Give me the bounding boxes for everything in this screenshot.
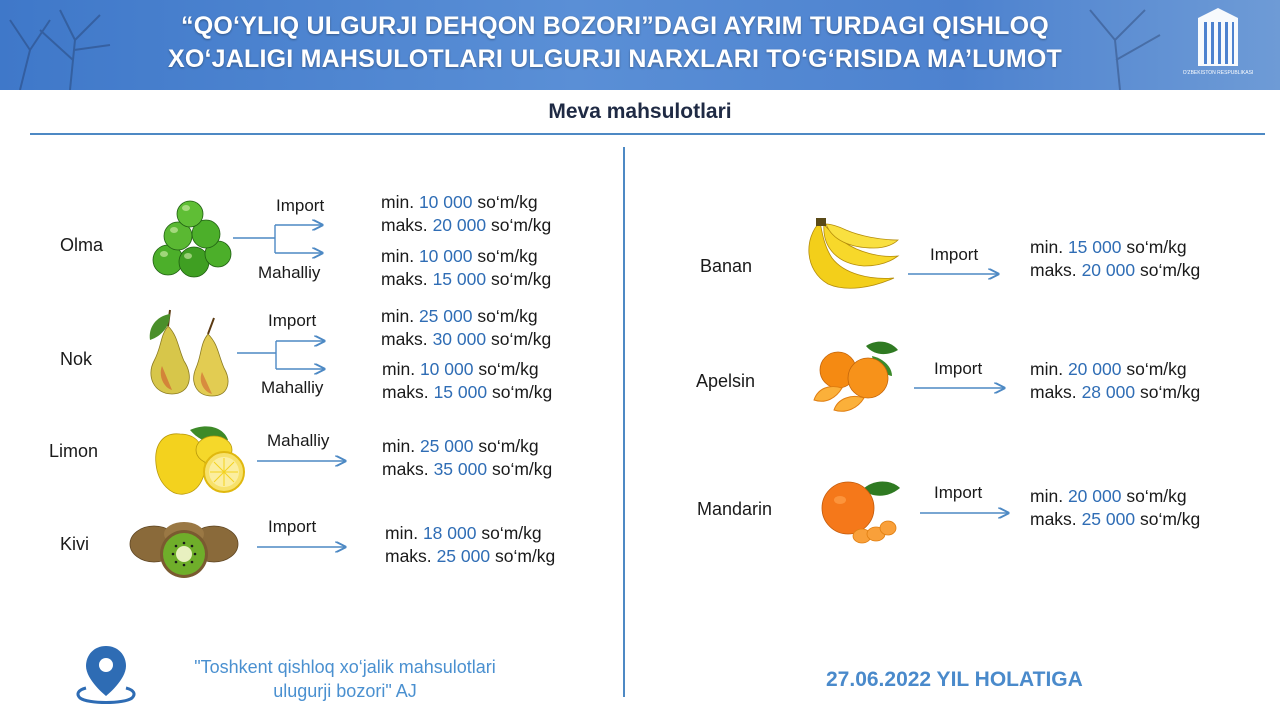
title-line-1: “QO‘YLIQ ULGURJI DEHQON BOZORI”DAGI AYRIM TURDAGI QISHLOQ (181, 12, 1049, 40)
orange-icon (808, 336, 902, 416)
fruit-name-limon: Limon (49, 441, 99, 461)
date-label: 27.06.2022 YIL HOLATIGA (826, 668, 1083, 691)
pear-icon (140, 306, 240, 400)
arrow-kivi (255, 541, 355, 553)
kiwi-icon (128, 516, 240, 582)
source-line-2: ulugurji bozori" AJ (273, 681, 417, 701)
horizontal-divider (30, 133, 1265, 135)
section-title: Meva mahsulotlari (548, 100, 732, 123)
fruit-name-nok: Nok (60, 349, 93, 369)
price-nok-import: min. 25 000 so‘m/kg maks. 30 000 so‘m/kg (381, 306, 552, 349)
price-limon-local: min. 25 000 so‘m/kg maks. 35 000 so‘m/kg (382, 436, 553, 479)
label-import: Import (268, 517, 317, 536)
mandarin-icon (812, 476, 908, 546)
arrow-mandarin (918, 507, 1018, 519)
label-local: Mahalliy (258, 263, 321, 282)
arrow-banan (906, 268, 1006, 280)
source-line-1: "Toshkent qishloq xo‘jalik mahsulotlari (194, 657, 496, 677)
apple-icon (148, 198, 234, 280)
fruit-name-apelsin: Apelsin (696, 371, 756, 391)
label-local: Mahalliy (261, 378, 324, 397)
price-nok-local: min. 10 000 so‘m/kg maks. 15 000 so‘m/kg (382, 359, 553, 402)
label-import: Import (934, 483, 983, 502)
vertical-divider (623, 147, 625, 697)
arrow-apelsin (912, 382, 1012, 394)
header-banner (0, 0, 1280, 90)
arrow-limon (255, 455, 355, 467)
price-banan-import: min. 15 000 so‘m/kg maks. 20 000 so‘m/kg (1030, 237, 1201, 280)
page-title (80, 10, 1150, 76)
price-apelsin-import: min. 20 000 so‘m/kg maks. 28 000 so‘m/kg (1030, 359, 1201, 402)
lemon-icon (150, 422, 248, 498)
location-pin-icon (74, 644, 138, 706)
fruit-name-olma: Olma (60, 235, 104, 255)
fruit-name-mandarin: Mandarin (697, 499, 773, 519)
logo-caption: O'ZBEKISTON RESPUBLIKASI (1182, 70, 1254, 76)
label-local: Mahalliy (267, 431, 330, 450)
title-line-2: XO‘JALIGI MAHSULOTLARI ULGURJI NARXLARI TO‘G‘RISIDA MA’LUMOT (168, 45, 1062, 73)
fruit-name-kivi: Kivi (60, 534, 90, 554)
label-import: Import (934, 359, 983, 378)
banana-icon (798, 218, 902, 292)
price-olma-local: min. 10 000 so‘m/kg maks. 15 000 so‘m/kg (381, 246, 552, 289)
price-kivi-import: min. 18 000 so‘m/kg maks. 25 000 so‘m/kg (385, 523, 556, 566)
label-import: Import (268, 311, 317, 330)
price-mandarin-import: min. 20 000 so‘m/kg maks. 25 000 so‘m/kg (1030, 486, 1201, 529)
ministry-logo (1178, 6, 1258, 88)
source-caption (140, 655, 550, 703)
label-import: Import (276, 196, 325, 215)
label-import: Import (930, 245, 979, 264)
building-icon (1188, 6, 1248, 68)
fruit-name-banan: Banan (700, 256, 753, 276)
price-olma-import: min. 10 000 so‘m/kg maks. 20 000 so‘m/kg (381, 192, 552, 235)
